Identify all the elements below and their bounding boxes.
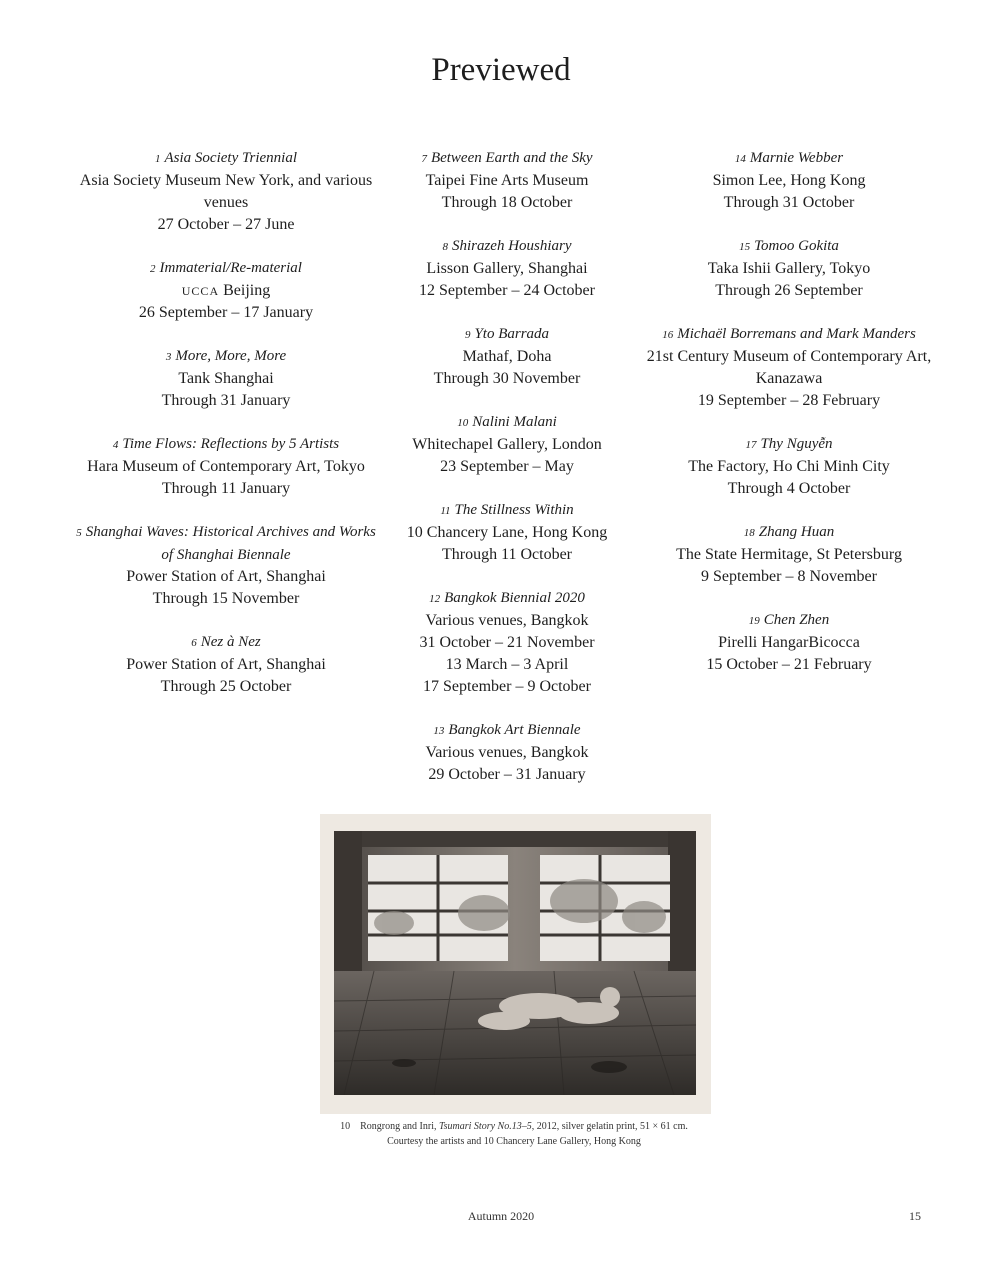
exhibition-dates: 26 September – 17 January [138, 304, 314, 321]
photograph-frame [320, 814, 711, 1114]
caption-work-title: Tsumari Story No.13–5 [439, 1121, 532, 1132]
exhibition-dates: 31 October – 21 November [419, 634, 595, 651]
exhibition-title: Chen Zhen [763, 612, 830, 628]
exhibition-venue: Asia Society Museum New York, and various venues [79, 172, 373, 211]
exhibition-venue: Hara Museum of Contemporary Art, Tokyo [87, 458, 365, 475]
exhibition-dates: Through 31 January [161, 392, 291, 409]
exhibition-entry [76, 147, 376, 236]
exhibition-title: Thy Nguyễn [760, 436, 833, 452]
exhibition-venue: Tank Shanghai [178, 370, 274, 387]
caption-artists: Rongrong and Inri, [360, 1121, 439, 1132]
entry-number: 15 [739, 241, 751, 253]
listing-column-2 [357, 147, 657, 807]
entry-number: 3 [165, 351, 172, 363]
exhibition-title: Yto Barrada [474, 326, 550, 342]
exhibition-dates: Through 31 October [723, 194, 855, 211]
exhibition-title: Asia Society Triennial [164, 150, 297, 166]
exhibition-entry [76, 257, 376, 324]
page-title: Previewed [431, 52, 571, 88]
exhibition-venue: 21st Century Museum of Contemporary Art, Kanazawa [646, 348, 932, 387]
exhibition-title: Shirazeh Houshiary [451, 238, 572, 254]
exhibition-entry [357, 411, 657, 478]
exhibition-dates: 23 September – May [440, 458, 574, 475]
exhibition-entry [357, 147, 657, 214]
exhibition-entry [76, 521, 376, 610]
exhibition-entry [639, 433, 939, 500]
exhibition-venue: The State Hermitage, St Petersburg [676, 546, 902, 563]
entry-number: 6 [191, 637, 197, 649]
exhibition-entry [639, 235, 939, 302]
exhibition-venue: Power Station of Art, Shanghai [126, 656, 326, 673]
caption-number: 10 [340, 1121, 351, 1132]
exhibition-entry [357, 235, 657, 302]
exhibition-venue: 10 Chancery Lane, Hong Kong [406, 524, 608, 541]
listing-column-1 [76, 147, 376, 719]
entry-number: 11 [440, 505, 451, 517]
exhibition-entry [357, 587, 657, 698]
caption-details: , 2012, silver gelatin print, 51 × 61 cm. [531, 1121, 688, 1132]
entry-number: 9 [464, 329, 471, 341]
exhibition-entry [357, 323, 657, 390]
exhibition-dates: 15 October – 21 February [706, 656, 872, 673]
exhibition-dates: Through 30 November [433, 370, 581, 387]
exhibition-entry [639, 521, 939, 588]
exhibition-venue: The Factory, Ho Chi Minh City [688, 458, 890, 475]
exhibition-dates: 27 October – 27 June [157, 216, 295, 233]
exhibition-venue: Taipei Fine Arts Museum [425, 172, 589, 189]
exhibition-entry [639, 323, 939, 412]
exhibition-venue: Simon Lee, Hong Kong [712, 172, 866, 189]
entry-number: 7 [421, 153, 427, 165]
exhibition-venue: UCCA Beijing [181, 282, 271, 299]
exhibition-venue: Mathaf, Doha [462, 348, 552, 365]
exhibition-entry [639, 147, 939, 214]
exhibition-title: Nez à Nez [200, 634, 261, 650]
exhibition-dates: Through 4 October [727, 480, 851, 497]
exhibition-venue: Various venues, Bangkok [425, 612, 589, 629]
exhibition-title: Zhang Huan [758, 524, 835, 540]
photo-caption [300, 1119, 728, 1149]
exhibition-title: Bangkok Biennial 2020 [444, 590, 585, 606]
exhibition-title: Marnie Webber [749, 150, 844, 166]
exhibition-dates: Through 25 October [160, 678, 292, 695]
entry-number: 13 [433, 725, 445, 737]
entry-number: 19 [748, 615, 760, 627]
entry-number: 4 [112, 439, 119, 451]
artwork-photograph [334, 831, 696, 1095]
exhibition-venue: Taka Ishii Gallery, Tokyo [707, 260, 871, 277]
exhibition-dates: 19 September – 28 February [697, 392, 881, 409]
exhibition-dates: 29 October – 31 January [428, 766, 586, 783]
exhibition-dates: Through 26 September [715, 282, 863, 299]
exhibition-title: Immaterial/Re-material [159, 260, 302, 276]
exhibition-title: More, More, More [175, 348, 287, 364]
exhibition-entry [76, 631, 376, 698]
entry-number: 12 [429, 593, 441, 605]
venue-acronym: UCCA [181, 284, 220, 298]
exhibition-dates: Through 11 October [441, 546, 573, 563]
entry-number: 10 [457, 417, 469, 429]
exhibition-title: Time Flows: Reflections by 5 Artists [122, 436, 340, 452]
exhibition-entry [357, 499, 657, 566]
exhibition-venue: Various venues, Bangkok [425, 744, 589, 761]
exhibition-title: Michaël Borremans and Mark Manders [677, 326, 916, 342]
caption-credit: Courtesy the artists and 10 Chancery Lane Gallery, Hong Kong [387, 1136, 641, 1147]
listing-column-3 [639, 147, 939, 697]
entry-number: 18 [743, 527, 755, 539]
exhibition-title: The Stillness Within [454, 502, 574, 518]
exhibition-venue: Lisson Gallery, Shanghai [426, 260, 588, 277]
exhibition-dates: Through 15 November [152, 590, 300, 607]
exhibition-title: Shanghai Waves: Historical Archives and Works of Shanghai Biennale [85, 524, 376, 563]
exhibition-dates: 17 September – 9 October [423, 678, 591, 695]
exhibition-entry [76, 433, 376, 500]
entry-number: 14 [734, 153, 746, 165]
footer-issue: Autumn 2020 [467, 1209, 535, 1223]
exhibition-title: Between Earth and the Sky [430, 150, 593, 166]
exhibition-dates: 9 September – 8 November [701, 568, 877, 585]
exhibition-venue: Power Station of Art, Shanghai [126, 568, 326, 585]
exhibition-venue: Pirelli HangarBicocca [718, 634, 860, 651]
entry-number: 16 [662, 329, 674, 341]
entry-number: 2 [150, 263, 156, 275]
exhibition-entry [639, 609, 939, 676]
exhibition-dates: 12 September – 24 October [419, 282, 595, 299]
entry-number: 5 [76, 527, 82, 539]
exhibition-entry [357, 719, 657, 786]
exhibition-venue: Whitechapel Gallery, London [412, 436, 602, 453]
exhibition-dates: Through 11 January [161, 480, 291, 497]
exhibition-title: Tomoo Gokita [754, 238, 839, 254]
entry-number: 8 [442, 241, 448, 253]
page-number: 15 [909, 1209, 921, 1223]
exhibition-title: Nalini Malani [472, 414, 557, 430]
entry-number: 17 [745, 439, 757, 451]
exhibition-dates: 13 March – 3 April [445, 656, 569, 673]
entry-number: 1 [155, 153, 161, 165]
exhibition-entry [76, 345, 376, 412]
exhibition-title: Bangkok Art Biennale [448, 722, 581, 738]
exhibition-dates: Through 18 October [441, 194, 573, 211]
